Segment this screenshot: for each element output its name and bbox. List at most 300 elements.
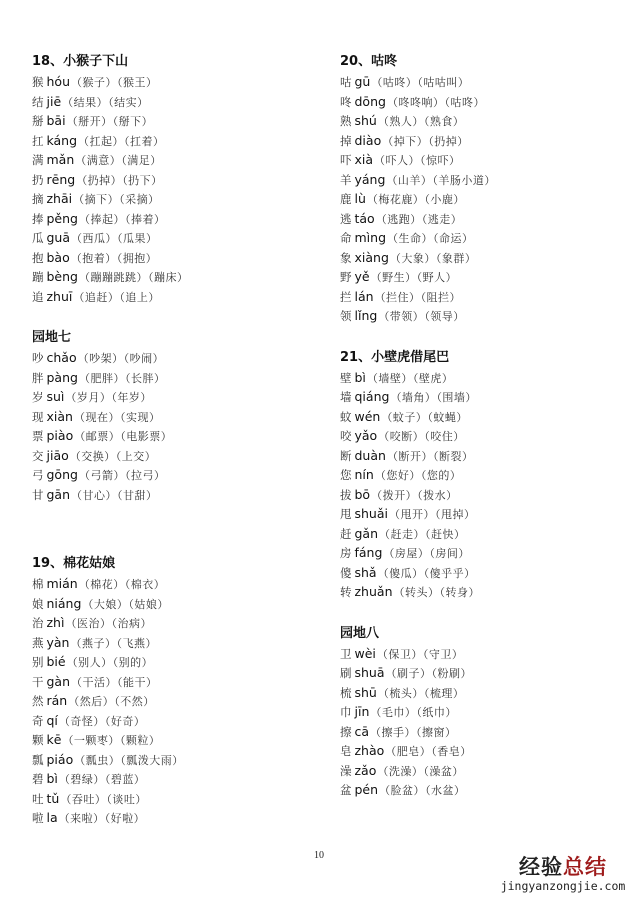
entry-pinyin: kē (46, 732, 62, 747)
entry-example-word: （猴子） (71, 76, 117, 89)
entry-pinyin: jiāo (46, 447, 69, 463)
entry-character: 棉 (32, 577, 44, 591)
entry-character: 皂 (340, 744, 352, 758)
entry-example-word: （掉下） (382, 134, 429, 148)
vocab-entry (340, 228, 630, 248)
entry-character: 吐 (32, 791, 44, 806)
entry-example-word: （棉衣） (124, 578, 166, 591)
entry-example-word: （岁月） (65, 391, 112, 404)
watermark-url[interactable]: jingyanzongjie.com (500, 879, 626, 893)
entry-pinyin: zhuī (46, 288, 73, 304)
entry-example-word: （掰开） (66, 115, 113, 128)
vocab-entry (32, 730, 322, 750)
entry-example-word: （上交） (115, 449, 157, 463)
entry-example-word: （扔掉） (76, 173, 123, 187)
entry-pinyin: mǎn (46, 152, 75, 167)
entry-example-word: （蹦床） (147, 271, 189, 284)
entry-pinyin: diào (354, 132, 382, 148)
entry-example-word: （小鹿） (424, 193, 465, 206)
entry-pinyin: yě (354, 269, 370, 284)
entry-example-word: （墙壁） (366, 371, 413, 385)
entry-example-word: （满意） (75, 154, 122, 167)
entry-character: 傻 (340, 565, 352, 580)
entry-example-word: （电影票） (120, 430, 173, 443)
section-title: 园地八 (340, 625, 380, 641)
entry-pinyin: jiē (46, 93, 62, 109)
vocab-entry (32, 613, 322, 633)
entry-pinyin: wén (354, 408, 381, 424)
entry-example-word: （捧着） (124, 212, 166, 226)
entry-character: 拦 (340, 289, 352, 304)
vocab-entry (340, 306, 630, 326)
entry-example-word: （采摘） (119, 193, 160, 206)
entry-pinyin: shú (354, 113, 377, 128)
entry-character: 卫 (340, 646, 352, 661)
entry-pinyin: bié (46, 654, 66, 669)
entry-example-word: （棉花） (78, 578, 125, 591)
entry-pinyin: fáng (354, 545, 383, 560)
entry-character: 燕 (32, 635, 44, 650)
vocab-section (32, 52, 322, 306)
entry-example-word: （大娘） (82, 597, 129, 611)
entry-example-word: （水盆） (425, 784, 466, 797)
entry-pinyin: pàng (46, 369, 78, 385)
entry-pinyin: yáng (354, 171, 386, 187)
entry-character: 碧 (32, 772, 44, 786)
vocab-entry (32, 426, 322, 446)
entry-example-word: （来啦） (58, 812, 105, 825)
entry-character: 梳 (340, 685, 352, 700)
entry-pinyin: piáo (46, 751, 74, 767)
entry-example-word: （扛着） (124, 134, 165, 148)
entry-example-word: （姑娘） (128, 597, 169, 611)
entry-character: 逃 (340, 211, 352, 226)
vocab-entry (340, 150, 630, 170)
vocab-entry (32, 348, 322, 368)
entry-example-word: （领导） (424, 310, 465, 323)
entry-example-word: （逃走） (421, 212, 463, 226)
vocab-entry (32, 228, 322, 248)
entry-character: 墙 (340, 390, 352, 404)
entry-example-word: （西瓜） (71, 232, 118, 245)
entry-pinyin: bì (46, 771, 58, 786)
entry-example-word: （拉弓） (124, 469, 166, 482)
section-title: 19、棉花姑娘 (32, 556, 116, 571)
entry-example-word: （咕咚） (371, 76, 418, 89)
vocab-entry (340, 741, 630, 761)
entry-example-word: （洗澡） (377, 764, 424, 778)
entry-character: 转 (340, 585, 352, 599)
entry-character: 胖 (32, 370, 44, 385)
vocab-entry (32, 808, 322, 828)
vocab-entry (32, 248, 322, 268)
entry-example-word: （别的） (112, 656, 154, 669)
entry-character: 拔 (340, 487, 352, 502)
entry-example-word: （瓜果） (117, 232, 158, 245)
entry-pinyin: pén (354, 782, 379, 797)
entry-pinyin: qiáng (354, 389, 390, 404)
entry-pinyin: mìng (354, 230, 387, 245)
entry-character: 房 (340, 546, 352, 560)
entry-example-word: （吞吐） (60, 792, 107, 806)
vocab-section (340, 348, 630, 602)
vocab-entry (340, 683, 630, 703)
entry-example-word: （壁虎） (412, 371, 454, 385)
entry-character: 然 (32, 694, 44, 708)
entry-character: 掉 (340, 133, 352, 148)
entry-pinyin: bào (46, 249, 70, 265)
entry-example-word: （象群） (435, 251, 477, 265)
entry-example-word: （摘下） (73, 193, 120, 206)
entry-example-word: （然后） (68, 695, 115, 708)
entry-character: 领 (340, 309, 352, 323)
entry-example-word: （捧起） (78, 212, 125, 226)
entry-character: 奇 (32, 713, 44, 728)
entry-pinyin: táo (354, 210, 375, 226)
vocab-entry (340, 780, 630, 800)
entry-example-word: （大象） (389, 251, 436, 265)
entry-pinyin: gōng (46, 467, 78, 482)
vocab-entry (340, 111, 630, 131)
entry-example-word: （甩开） (389, 508, 435, 521)
entry-pinyin: gān (46, 486, 71, 502)
entry-example-word: （蚊子） (381, 410, 428, 424)
right-column (340, 52, 630, 822)
entry-example-word: （阻拦） (420, 290, 462, 304)
entry-character: 票 (32, 429, 44, 443)
entry-example-word: （奇怪） (58, 714, 105, 728)
vocab-entry (340, 368, 630, 388)
vocab-section (32, 328, 322, 504)
entry-character: 咕 (340, 75, 352, 89)
vocab-entry (340, 524, 630, 544)
vocab-entry (32, 267, 322, 287)
entry-example-word: （扛起） (78, 134, 125, 148)
vocab-entry (32, 633, 322, 653)
entry-example-word: （咬住） (424, 430, 465, 443)
vocab-entry (340, 663, 630, 683)
left-column (32, 52, 322, 850)
watermark (488, 855, 638, 893)
entry-example-word: （守卫） (422, 647, 464, 661)
entry-example-word: （颗粒） (119, 734, 161, 747)
entry-example-word: （梳理） (423, 686, 465, 700)
entry-example-word: （碧绿） (58, 773, 105, 786)
entry-pinyin: zhì (46, 615, 65, 630)
entry-pinyin: bì (354, 369, 366, 385)
entry-example-word: （咬断） (378, 430, 425, 443)
entry-example-word: （抱着） (70, 251, 117, 265)
entry-example-word: （甩掉） (435, 508, 476, 521)
entry-example-word: （蚊蝇） (427, 410, 468, 424)
entry-example-word: （咕咚） (444, 95, 485, 109)
vocab-entry (340, 543, 630, 563)
entry-character: 赶 (340, 526, 352, 541)
entry-example-word: （毛巾） (370, 706, 417, 719)
vocab-entry (32, 594, 322, 614)
entry-pinyin: shū (354, 684, 377, 700)
entry-example-word: （房间） (429, 547, 470, 560)
entry-example-word: （拨开） (371, 488, 418, 502)
entry-example-word: （转身） (439, 586, 480, 599)
entry-pinyin: shǎ (354, 564, 377, 580)
entry-pinyin: guā (46, 230, 71, 245)
entry-example-word: （纸巾） (416, 706, 457, 719)
entry-pinyin: rēng (46, 171, 76, 187)
section-title: 20、咕咚 (340, 54, 398, 69)
vocab-entry (340, 170, 630, 190)
vocab-entry (32, 652, 322, 672)
entry-pinyin: xià (354, 152, 374, 167)
watermark-logo-text (488, 855, 638, 879)
vocab-entry (32, 209, 322, 229)
section-title: 18、小猴子下山 (32, 54, 129, 69)
entry-example-word: （结果） (62, 95, 109, 109)
entry-character: 治 (32, 616, 44, 630)
entry-example-word: （香皂） (431, 745, 472, 758)
entry-example-word: （熟食） (423, 115, 465, 128)
entry-character: 擦 (340, 724, 352, 739)
entry-pinyin: niáng (46, 595, 82, 611)
entry-pinyin: bāi (46, 113, 66, 128)
vocab-entry (340, 189, 630, 209)
entry-character: 熟 (340, 114, 352, 128)
entry-example-word: （您的） (420, 469, 462, 482)
entry-character: 咬 (340, 429, 352, 443)
vocab-entry (340, 761, 630, 781)
entry-pinyin: wèi (354, 645, 376, 661)
entry-example-word: （干活） (71, 675, 118, 689)
entry-example-word: （断裂） (432, 449, 474, 463)
entry-example-word: （吓人） (374, 154, 421, 167)
entry-pinyin: bō (354, 486, 371, 502)
entry-pinyin: piào (46, 428, 74, 443)
entry-pinyin: lù (354, 191, 366, 206)
entry-example-word: （羊肠小道） (432, 173, 496, 187)
vocab-entry (32, 574, 322, 594)
entry-pinyin: dōng (354, 93, 386, 109)
entry-character: 现 (32, 409, 44, 424)
entry-example-word: （房屋） (383, 547, 430, 560)
entry-example-word: （一颗枣） (62, 734, 120, 747)
entry-character: 抱 (32, 250, 44, 265)
entry-character: 瓢 (32, 752, 44, 767)
entry-example-word: （甘甜） (117, 488, 158, 502)
entry-example-word: （现在） (73, 410, 120, 424)
entry-character: 别 (32, 655, 44, 669)
vocab-entry (32, 368, 322, 388)
entry-example-word: （梳头） (377, 686, 424, 700)
entry-character: 羊 (340, 172, 352, 187)
entry-example-word: （粉刷） (431, 667, 473, 680)
entry-example-word: （能干） (117, 675, 158, 689)
vocab-entry (32, 92, 322, 112)
entry-character: 摘 (32, 192, 44, 206)
entry-character: 啦 (32, 811, 44, 825)
entry-character: 鹿 (340, 192, 352, 206)
entry-example-word: （飞燕） (116, 636, 157, 650)
vocab-entry (32, 72, 322, 92)
vocab-section (340, 52, 630, 326)
entry-pinyin: zhāi (46, 191, 73, 206)
entry-example-word: （肥皂） (385, 745, 432, 758)
entry-example-word: （山羊） (386, 173, 433, 187)
entry-example-word: （蹦蹦跳跳） (78, 271, 148, 284)
entry-example-word: （咕咕叫） (417, 76, 470, 89)
entry-example-word: （野生） (370, 271, 417, 284)
entry-example-word: （澡盆） (423, 764, 464, 778)
entry-pinyin: lǐng (354, 308, 378, 323)
entry-character: 结 (32, 94, 44, 109)
section-title: 园地七 (32, 330, 72, 345)
entry-pinyin: yǎo (354, 428, 378, 443)
vocab-entry (340, 407, 630, 427)
entry-character: 捧 (32, 211, 44, 226)
entry-pinyin: zǎo (354, 762, 377, 778)
vocab-entry (340, 209, 630, 229)
vocab-entry (340, 426, 630, 446)
entry-example-word: （猴王） (117, 76, 158, 89)
entry-example-word: （扔掉） (428, 134, 469, 148)
vocab-entry (32, 287, 322, 307)
vocab-entry (340, 465, 630, 485)
entry-example-word: （傻乎乎） (423, 566, 476, 580)
vocab-entry (32, 769, 322, 789)
vocab-entry (32, 111, 322, 131)
entry-example-word: （拨水） (417, 488, 458, 502)
entry-example-word: （甘心） (71, 488, 118, 502)
entry-character: 断 (340, 448, 352, 463)
entry-character: 象 (340, 250, 352, 265)
entry-example-word: （擦手） (370, 725, 417, 739)
vocab-entry (340, 248, 630, 268)
entry-example-word: （谈吐） (106, 792, 147, 806)
entry-example-word: （弓箭） (78, 469, 125, 482)
entry-example-word: （傻瓜） (377, 566, 424, 580)
entry-example-word: （满足） (121, 154, 162, 167)
vocab-entry (340, 387, 630, 407)
entry-example-word: （瓢虫） (74, 753, 121, 767)
entry-example-word: （长胖） (124, 371, 166, 385)
entry-example-word: （刷子） (385, 667, 432, 680)
entry-character: 巾 (340, 705, 352, 719)
vocab-entry (32, 672, 322, 692)
entry-pinyin: yàn (46, 634, 70, 650)
vocab-entry (340, 644, 630, 664)
entry-pinyin: la (46, 810, 58, 825)
vocab-entry (32, 465, 322, 485)
entry-character: 扔 (32, 172, 44, 187)
entry-example-word: （拥抱） (116, 251, 158, 265)
entry-example-word: （吵架） (77, 352, 124, 365)
entry-pinyin: bèng (46, 269, 78, 284)
entry-example-word: （扔下） (122, 173, 163, 187)
vocab-entry (340, 92, 630, 112)
entry-character: 吓 (340, 153, 352, 167)
entry-example-word: （咚咚响） (386, 95, 445, 109)
entry-pinyin: gǎn (354, 525, 379, 541)
vocab-entry (340, 504, 630, 524)
entry-example-word: （脸盆） (379, 784, 426, 797)
watermark-text-red: 总结 (563, 855, 607, 879)
entry-example-word: （擦窗） (416, 725, 457, 739)
entry-pinyin: qí (46, 712, 58, 728)
vocab-entry (340, 267, 630, 287)
entry-example-word: （燕子） (70, 636, 117, 650)
entry-example-word: （围墙） (436, 391, 477, 404)
vocab-entry (32, 789, 322, 809)
entry-character: 弓 (32, 468, 44, 482)
entry-character: 瓜 (32, 231, 44, 245)
vocab-entry (32, 189, 322, 209)
entry-pinyin: rán (46, 693, 68, 708)
entry-character: 猴 (32, 75, 44, 89)
entry-example-word: （医治） (65, 617, 112, 630)
entry-pinyin: lán (354, 288, 374, 304)
vocab-section (340, 624, 630, 800)
entry-example-word: （野人） (416, 271, 458, 284)
entry-character: 蚊 (340, 409, 352, 424)
entry-pinyin: mián (46, 576, 78, 591)
entry-example-word: （治病） (111, 617, 152, 630)
vocab-entry (32, 750, 322, 770)
vocab-entry (340, 485, 630, 505)
page-number: 10 (314, 850, 324, 861)
entry-pinyin: gàn (46, 673, 71, 689)
vocab-entry (340, 582, 630, 602)
entry-pinyin: shuā (354, 665, 385, 680)
entry-pinyin: káng (46, 132, 78, 148)
vocab-entry (340, 702, 630, 722)
vocab-entry (32, 387, 322, 407)
entry-pinyin: gū (354, 74, 371, 89)
entry-example-word: （赶走） (379, 527, 426, 541)
vocab-entry (340, 287, 630, 307)
entry-example-word: （结实） (108, 95, 149, 109)
entry-example-word: （墙角） (390, 391, 437, 404)
entry-character: 娘 (32, 596, 44, 611)
entry-example-word: （年岁） (111, 391, 152, 404)
entry-pinyin: chǎo (46, 350, 77, 365)
vocab-entry (340, 131, 630, 151)
entry-example-word: （逃跑） (375, 212, 422, 226)
entry-pinyin: zhuǎn (354, 584, 393, 599)
entry-character: 盆 (340, 783, 352, 797)
entry-pinyin: zhào (354, 743, 385, 758)
entry-character: 甩 (340, 507, 352, 521)
entry-example-word: （追赶） (73, 290, 120, 304)
entry-character: 扛 (32, 133, 44, 148)
entry-example-word: （别人） (66, 656, 113, 669)
vocab-section (32, 554, 322, 828)
entry-example-word: （命运） (433, 232, 474, 245)
entry-example-word: （带领） (378, 310, 425, 323)
entry-pinyin: xiàn (46, 408, 73, 424)
entry-example-word: （熟人） (377, 115, 424, 128)
entry-example-word: （保卫） (376, 647, 423, 661)
entry-example-word: （赶快） (425, 527, 466, 541)
entry-example-word: （掰下） (112, 115, 154, 128)
entry-character: 追 (32, 289, 44, 304)
entry-pinyin: hóu (46, 74, 70, 89)
entry-pinyin: tǔ (46, 790, 60, 806)
entry-example-word: （交换） (69, 449, 116, 463)
entry-character: 蹦 (32, 270, 44, 284)
entry-pinyin: suì (46, 389, 65, 404)
entry-character: 掰 (32, 114, 44, 128)
vocab-entry (340, 563, 630, 583)
entry-character: 颗 (32, 733, 44, 747)
